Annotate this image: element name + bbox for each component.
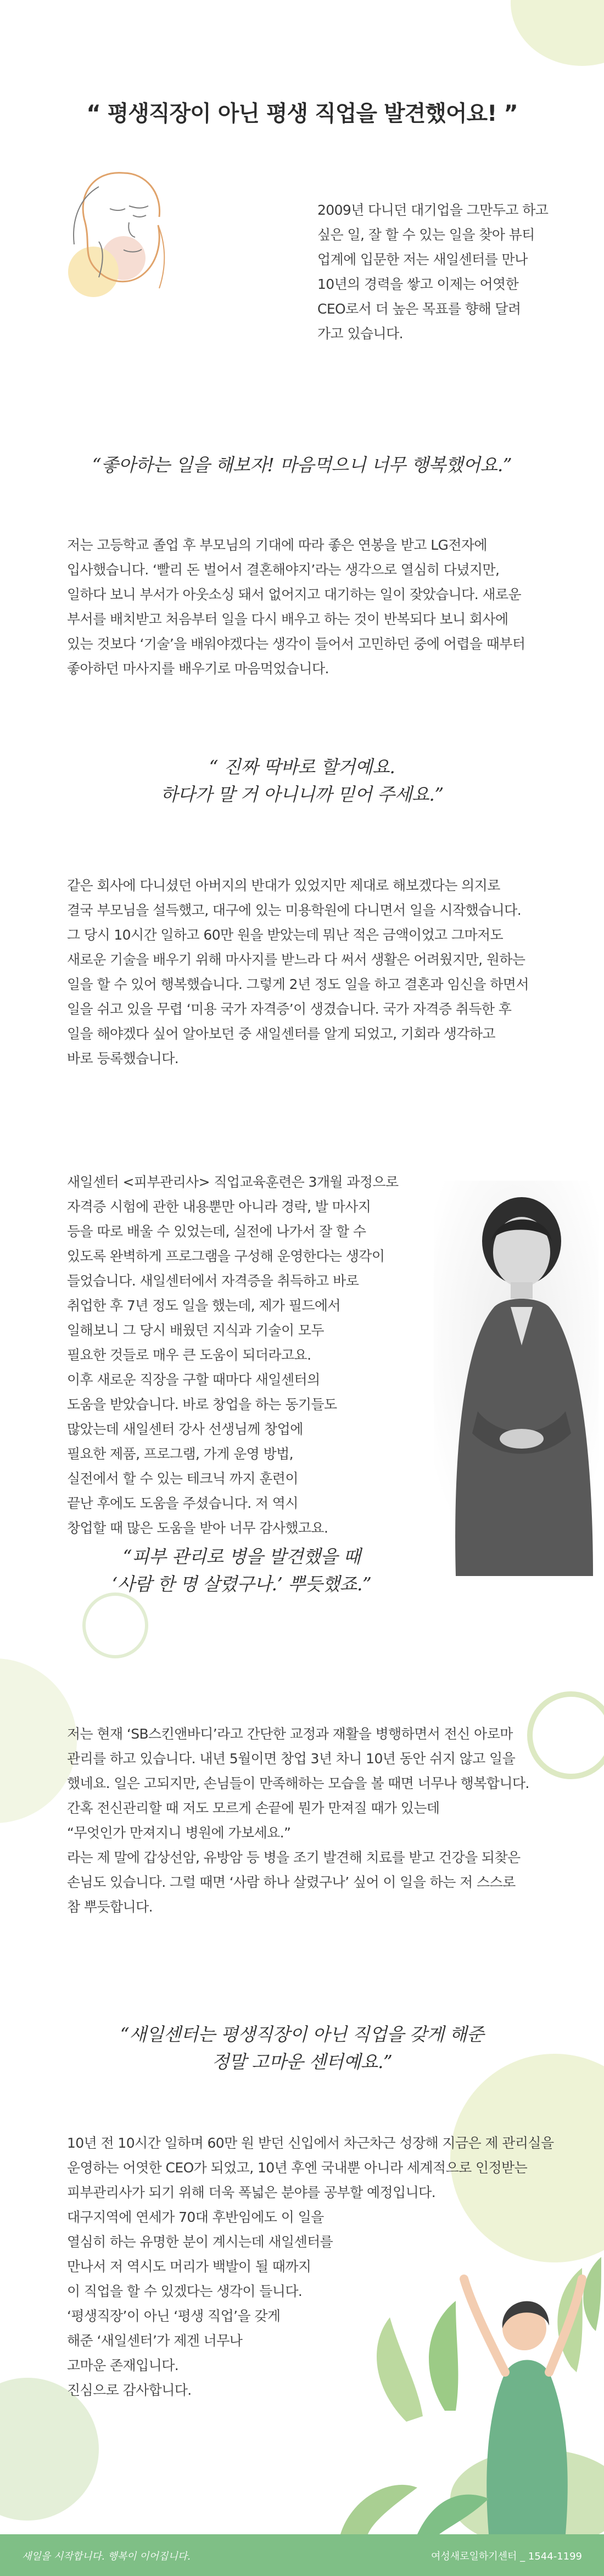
paragraph-line: 입사했습니다. ‘빨리 돈 벌어서 결혼해야지’라는 생각으로 열심히 다녔지만, bbox=[67, 562, 500, 578]
leaves-woman-illustration bbox=[307, 2191, 604, 2534]
intro-line: 가고 있습니다. bbox=[317, 326, 403, 342]
decor-blob-top-right bbox=[511, 0, 604, 66]
paragraph-line: 결국 부모님을 설득했고, 대구에 있는 미용학원에 다니면서 일을 시작했습니다. bbox=[67, 902, 522, 918]
quote-line: ‘사람 한 명 살렸구나.’ 뿌듯했죠.” bbox=[111, 1573, 372, 1595]
paragraph-line: “무엇인가 만져지니 병원에 가보세요.” bbox=[67, 1825, 291, 1841]
paragraph-line: 일을 할 수 있어 행복했습니다. 그렇게 2년 정도 일을 하고 결혼과 임신을 하면서 bbox=[67, 976, 529, 992]
paragraph-3 bbox=[67, 1170, 399, 1540]
paragraph-line: 취업한 후 7년 정도 일을 했는데, 제가 필드에서 bbox=[67, 1298, 340, 1314]
paragraph-line: 이 직업을 할 수 있겠다는 생각이 들니다. bbox=[67, 2283, 303, 2299]
decor-blob-left-mid bbox=[0, 1658, 77, 1823]
intro-line: 10년의 경력을 쌓고 이제는 어엿한 bbox=[317, 276, 519, 292]
paragraph-line: 관리를 하고 있습니다. 내년 5월이면 창업 3년 차니 10년 동안 쉬지 않고 일을 bbox=[67, 1751, 516, 1767]
paragraph-line: ‘평생직장’이 아닌 ‘평생 직업’을 갖게 bbox=[67, 2308, 281, 2324]
paragraph-line: 실전에서 할 수 있는 테크닉 까지 훈련이 bbox=[67, 1471, 298, 1487]
paragraph-line: 운영하는 어엿한 CEO가 되었고, 10년 후엔 국내뿐 아니라 세계적으로 인정받는 bbox=[67, 2160, 528, 2176]
intro-line: 업계에 입문한 저는 새일센터를 만나 bbox=[317, 252, 528, 267]
paragraph-4 bbox=[67, 1722, 529, 1919]
quote-4 bbox=[0, 2021, 604, 2076]
paragraph-line: 진심으로 감사합니다. bbox=[67, 2382, 192, 2398]
quote-line: “새일센터는 평생직장이 아닌 직업을 갖게 해준 bbox=[120, 2024, 484, 2045]
footer-bar bbox=[0, 2534, 604, 2576]
paragraph-line: 간혹 전신관리할 때 저도 모르게 손끝에 뭔가 만져질 때가 있는데 bbox=[67, 1800, 440, 1816]
paragraph-line: 10년 전 10시간 일하며 60만 원 받던 신입에서 차근차근 성장해 지금은 제 관리실을 bbox=[67, 2135, 554, 2151]
paragraph-line: 바로 등록했습니다. bbox=[67, 1050, 179, 1066]
paragraph-line: 많았는데 새일센터 강사 선생님께 창업에 bbox=[67, 1421, 303, 1437]
paragraph-line: 부서를 배치받고 처음부터 일을 다시 배우고 하는 것이 반복되다 보니 회사에 bbox=[67, 611, 508, 627]
paragraph-line: 일해보니 그 당시 배웠던 지식과 기술이 모두 bbox=[67, 1322, 324, 1338]
paragraph-line: 들었습니다. 새일센터에서 자격증을 취득하고 바로 bbox=[67, 1273, 359, 1289]
face-line-art-icon bbox=[33, 154, 198, 308]
quote-line: “좋아하는 일을 해보자! 마음먹으니 너무 행복했어요.” bbox=[92, 454, 512, 476]
footer-slogan: 새일을 시작합니다. 행복이 이어집니다. bbox=[22, 2551, 191, 2562]
decor-ring-right bbox=[527, 1691, 604, 1779]
paragraph-line: 등을 따로 배울 수 있었는데, 실전에 나가서 잘 할 수 bbox=[67, 1223, 366, 1239]
paragraph-1 bbox=[67, 533, 525, 681]
paragraph-line: 손님도 있습니다. 그럴 때면 ‘사람 하나 살렸구나’ 싶어 이 일을 하는 저 스스로 bbox=[67, 1874, 516, 1890]
paragraph-line: 대구지역에 연세가 70대 후반임에도 이 일을 bbox=[67, 2209, 324, 2225]
decor-ring-left bbox=[82, 1592, 148, 1658]
paragraph-line: 있도록 완벽하게 프로그램을 구성해 운영한다는 생각이 bbox=[67, 1248, 385, 1264]
paragraph-line: 저는 현재 ‘SB스킨앤바디’라고 간단한 교정과 재활을 병행하면서 전신 아로마 bbox=[67, 1726, 513, 1742]
page-title: “ 평생직장이 아닌 평생 직업을 발견했어요! ” bbox=[86, 101, 518, 126]
quote-1 bbox=[0, 451, 604, 479]
paragraph-line: 끝난 후에도 도움을 주셨습니다. 저 역시 bbox=[67, 1495, 298, 1511]
paragraph-line: 만나서 저 역시도 머리가 백발이 될 때까지 bbox=[67, 2259, 311, 2275]
quote-line: “피부 관리로 병을 발견했을 때 bbox=[122, 1546, 361, 1567]
paragraph-line: 라는 제 말에 갑상선암, 유방암 등 병을 조기 발견해 치료를 받고 건강을 되찾은 bbox=[67, 1849, 521, 1865]
paragraph-line: 일을 해야겠다 싶어 알아보던 중 새일센터를 알게 되었고, 기회라 생각하고 bbox=[67, 1026, 495, 1042]
paragraph-line: 했네요. 일은 고되지만, 손님들이 만족해하는 모습을 볼 때면 너무나 행복합니다. bbox=[67, 1775, 529, 1791]
footer-contact: 여성새로일하기센터 _ 1544-1199 bbox=[430, 2551, 582, 2562]
paragraph-line: 있는 것보다 ‘기술’을 배워야겠다는 생각이 들어서 고민하던 중에 어렵을 때부터 bbox=[67, 636, 525, 652]
paragraph-line: 저는 고등학교 졸업 후 부모님의 기대에 따라 좋은 연봉을 받고 LG전자에 bbox=[67, 537, 487, 553]
quote-3 bbox=[99, 1543, 384, 1598]
intro-line: 2009년 다니던 대기업을 그만두고 하고 bbox=[317, 202, 549, 218]
paragraph-6 bbox=[67, 2205, 333, 2402]
intro-line: 싶은 일, 잘 할 수 있는 일을 찾아 뷰티 bbox=[317, 227, 535, 243]
paragraph-line: 자격증 시험에 관한 내용뿐만 아니라 경락, 발 마사지 bbox=[67, 1199, 371, 1215]
paragraph-line: 창업할 때 많은 도움을 받아 너무 감사했고요. bbox=[67, 1520, 328, 1536]
intro-line: CEO로서 더 높은 목표를 향해 달려 bbox=[317, 301, 521, 317]
paragraph-line: 필요한 것들로 매우 큰 도움이 되더라고요. bbox=[67, 1347, 311, 1363]
quote-line: 하다가 말 거 아니니까 믿어 주세요.” bbox=[160, 784, 444, 805]
paragraph-line: 같은 회사에 다니셨던 아버지의 반대가 있었지만 제대로 해보겠다는 의지로 bbox=[67, 878, 500, 893]
paragraph-line: 필요한 제품, 프로그램, 가게 운영 방법, bbox=[67, 1446, 294, 1462]
quote-2 bbox=[0, 753, 604, 808]
quote-line: “ 진짜 딱바로 할거예요. bbox=[209, 756, 395, 778]
paragraph-line: 일하다 보니 부서가 아웃소싱 돼서 없어지고 대기하는 일이 잦았습니다. 새로운 bbox=[67, 586, 522, 602]
portrait-photo bbox=[434, 1181, 599, 1576]
paragraph-line: 피부관리사가 되기 위해 더욱 폭넓은 분야를 공부할 예정입니다. bbox=[67, 2184, 436, 2200]
paragraph-line: 고마운 존재입니다. bbox=[67, 2357, 179, 2373]
paragraph-line: 새로운 기술을 배우기 위해 마사지를 받느라 다 써서 생활은 어려웠지만, 원하는 bbox=[67, 952, 525, 968]
intro-paragraph bbox=[317, 198, 548, 346]
paragraph-line: 참 뿌듯합니다. bbox=[67, 1899, 153, 1915]
paragraph-line: 그 당시 10시간 일하고 60만 원을 받았는데 뭐난 적은 금액이었고 그마저도 bbox=[67, 927, 504, 943]
paragraph-line: 새일센터 <피부관리사> 직업교육훈련은 3개월 과정으로 bbox=[67, 1174, 399, 1190]
quote-line: 정말 고마운 센터예요.” bbox=[211, 2051, 393, 2072]
paragraph-line: 좋아하던 마사지를 배우기로 마음먹었습니다. bbox=[67, 661, 329, 677]
paragraph-line: 해준 ‘새일센터’가 제겐 너무나 bbox=[67, 2333, 243, 2349]
paragraph-line: 일을 쉬고 있을 무렵 ‘미용 국가 자격증’이 생겼습니다. 국가 자격증 취득한 후 bbox=[67, 1001, 512, 1017]
paragraph-line: 도움을 받았습니다. 바로 창업을 하는 동기들도 bbox=[67, 1396, 337, 1412]
paragraph-2 bbox=[67, 873, 529, 1071]
paragraph-line: 열심히 하는 유명한 분이 계시는데 새일센터를 bbox=[67, 2234, 333, 2250]
paragraph-line: 이후 새로운 직장을 구할 때마다 새일센터의 bbox=[67, 1372, 320, 1388]
